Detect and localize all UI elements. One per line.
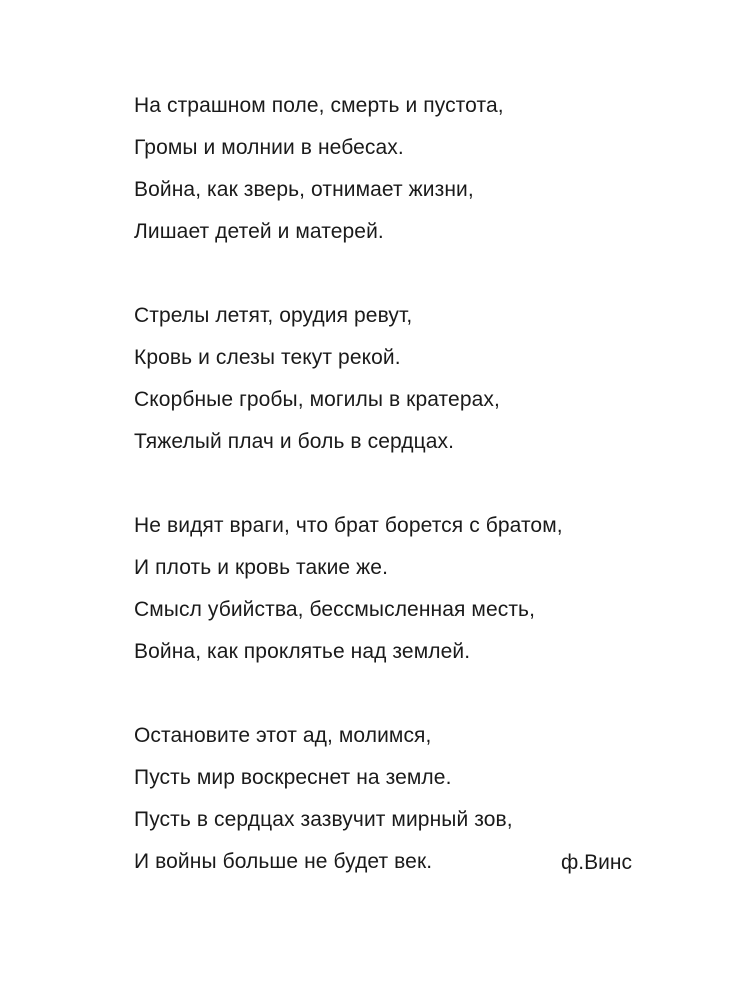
stanza-2: [134, 295, 694, 463]
poem-line: Не видят враги, что брат борется с братом,: [134, 514, 563, 537]
stanza-3: [134, 505, 694, 673]
poem-line: Смысл убийства, бессмысленная месть,: [134, 598, 536, 621]
poem-line: Лишает детей и матерей.: [134, 220, 384, 243]
poem-line: И войны больше не будет век.: [134, 850, 433, 873]
poem-line: Стрелы летят, орудия ревут,: [134, 304, 413, 327]
poem-line: Кровь и слезы текут рекой.: [134, 346, 401, 369]
poem: [134, 85, 694, 883]
poem-line: Война, как проклятье над землей.: [134, 640, 471, 663]
poem-line: Скорбные гробы, могилы в кратерах,: [134, 388, 500, 411]
poem-line: Пусть мир воскреснет на земле.: [134, 766, 452, 789]
poem-line: Пусть в сердцах зазвучит мирный зов,: [134, 808, 513, 831]
poem-line: На страшном поле, смерть и пустота,: [134, 94, 504, 117]
stanza-1: [134, 85, 694, 253]
poem-line: Тяжелый плач и боль в сердцах.: [134, 430, 455, 453]
poem-line: И плоть и кровь такие же.: [134, 556, 388, 579]
poem-line: Громы и молнии в небесах.: [134, 136, 404, 159]
poem-line: Война, как зверь, отнимает жизни,: [134, 178, 474, 201]
poem-line: Остановите этот ад, молимся,: [134, 724, 432, 747]
author-signature: ф.Винс: [561, 851, 632, 874]
